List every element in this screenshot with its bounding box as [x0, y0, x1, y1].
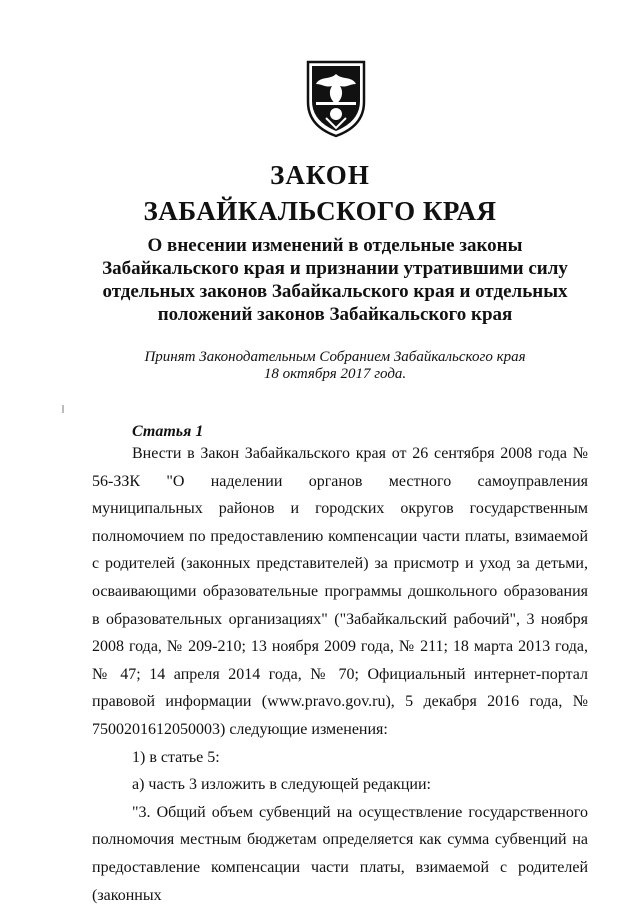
- adoption-note: [100, 349, 570, 383]
- article-paragraph: "3. Общий объем субвенций на осуществление государственного полномочия местным бюджетам определяется как сумма субвенций на предоставление компенсации части платы, взимаемой с родителей (законных: [92, 803, 588, 904]
- coat-of-arms-icon: [304, 58, 368, 138]
- adoption-note-line1: Принят Законодательным Собранием Забайкальского края: [144, 349, 526, 365]
- adoption-date: 18 октября 2017 года.: [263, 366, 407, 382]
- law-region-title: ЗАБАЙКАЛЬСКОГО КРАЯ: [143, 196, 497, 226]
- article-paragraph: 1) в статье 5:: [132, 748, 220, 766]
- article-body: [92, 440, 588, 909]
- law-title: ЗАКОН: [270, 160, 370, 190]
- article-heading: Статья 1: [132, 423, 204, 440]
- article-paragraph: а) часть 3 изложить в следующей редакции:: [132, 776, 431, 794]
- scan-artifact: [62, 405, 64, 413]
- article-paragraph: Внести в Закон Забайкальского края от 26 сентября 2008 года № 56-ЗЗК "О наделении органов местного самоуправления муниципальных районов и городских округов государственным полномочием по предоставлению компенсации части платы, взимаемой с родителей (законных представителей) за присмотр и уход за детьми, осваивающими образовательные программы дошкольного образования в образовательных организациях" ("Забайкальский рабочий", 3 ноября 2008 года, № 209-210; 13 ноября 2009 года, № 211; 18 марта 2013 года, № 47; 14 апреля 2014 года, № 70; Официальный интернет-портал правовой информации (www.pravo.gov.ru), 5 декабря 2016 года, № 7500201612050003) следующие изменения:: [92, 445, 588, 738]
- law-subtitle: О внесении изменений в отдельные законы Забайкальского края и признании утратившими силу отдельных законов Забайкальского края и отдельных положений законов Забайкальского края: [102, 235, 568, 325]
